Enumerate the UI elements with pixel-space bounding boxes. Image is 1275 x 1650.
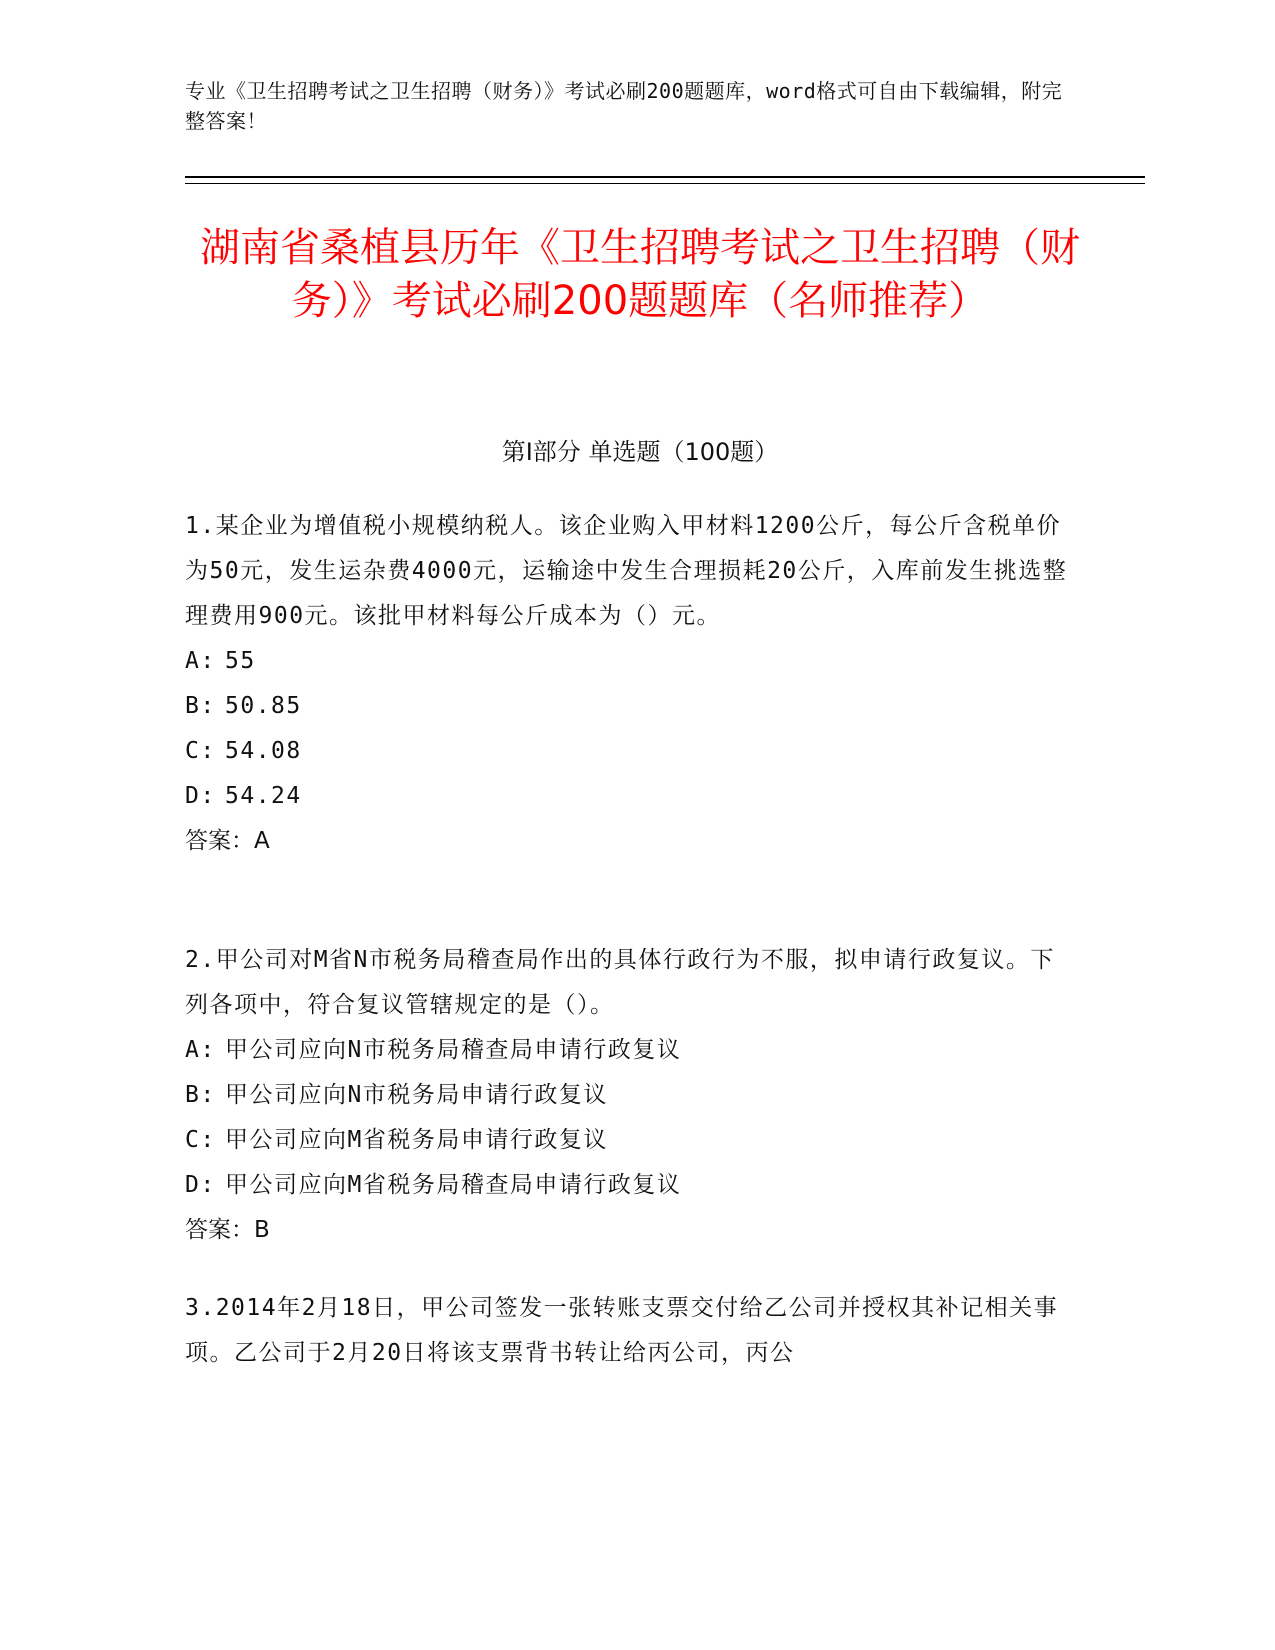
option-letter: A: [185,648,216,674]
question-stem: 2.甲公司对M省N市税务局稽查局作出的具体行政行为不服，拟申请行政复议。下列各项中，符合复议管辖规定的是（）。 [185,947,1055,1018]
option-a [185,639,1075,684]
answer-value: A [254,828,270,854]
answer-label: 答案： [185,828,254,854]
option-text: 甲公司应向M省税务局稽查局申请行政复议 [225,1172,682,1198]
option-text: 甲公司应向M省税务局申请行政复议 [225,1127,608,1153]
option-c [185,1118,1075,1163]
option-letter: D: [185,783,216,809]
option-text: 54.24 [225,783,302,809]
option-letter: C: [185,1127,216,1153]
question-stem: 1.某企业为增值税小规模纳税人。该企业购入甲材料1200公斤，每公斤含税单价为50元，发生运杂费4000元，运输途中发生合理损耗20公斤，入库前发生挑选整理费用900元。该批甲材料每公斤成本为（）元。 [185,513,1068,629]
section-heading: 第I部分 单选题（100题） [501,438,779,466]
option-d [185,774,1075,819]
header-note: 专业《卫生招聘考试之卫生招聘（财务）》考试必刷200题题库，word格式可自由下载编辑，附完整答案！ [185,79,1063,133]
option-d [185,1163,1075,1208]
answer-label: 答案： [185,1217,254,1243]
question-3 [185,1286,1075,1376]
question-1 [185,504,1075,864]
option-letter: C: [185,738,216,764]
header-divider-thick [185,176,1145,178]
question-stem: 3.2014年2月18日，甲公司签发一张转账支票交付给乙公司并授权其补记相关事项。乙公司于2月20日将该支票背书转让给丙公司，丙公 [185,1295,1059,1366]
option-text: 甲公司应向N市税务局稽查局申请行政复议 [225,1037,682,1063]
option-c [185,729,1075,774]
option-letter: B: [185,1082,216,1108]
option-text: 50.85 [225,693,302,719]
answer-line [185,819,1075,864]
answer-line [185,1208,1075,1253]
option-a [185,1028,1075,1073]
option-letter: D: [185,1172,216,1198]
option-text: 55 [225,648,256,674]
option-b [185,1073,1075,1118]
document-title: 湖南省桑植县历年《卫生招聘考试之卫生招聘（财务）》考试必刷200题题库（名师推荐） [200,225,1080,324]
option-text: 54.08 [225,738,302,764]
option-text: 甲公司应向N市税务局申请行政复议 [225,1082,608,1108]
header-divider-thin [185,183,1145,184]
question-2 [185,938,1075,1253]
option-letter: B: [185,693,216,719]
option-b [185,684,1075,729]
answer-value: B [254,1217,270,1243]
option-letter: A: [185,1037,216,1063]
